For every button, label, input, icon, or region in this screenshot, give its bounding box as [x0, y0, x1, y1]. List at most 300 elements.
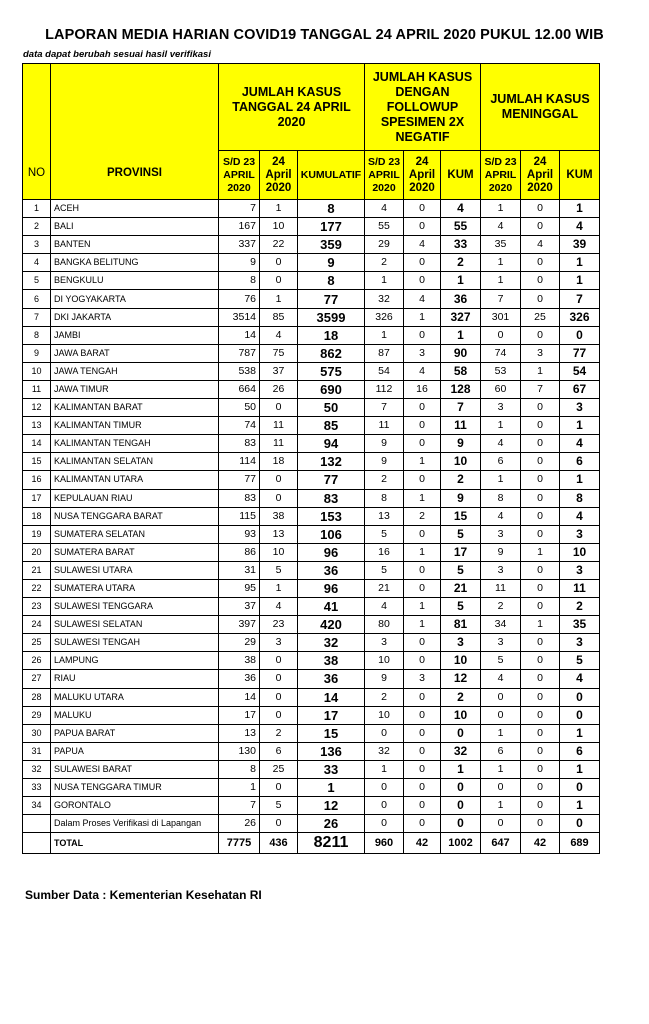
- cell-sd23-meninggal: 1: [481, 760, 521, 778]
- data-source: Sumber Data : Kementerian Kesehatan RI: [25, 888, 262, 902]
- cell-sd23-negatif: 32: [365, 290, 404, 308]
- cell-provinsi: NUSA TENGGARA TIMUR: [51, 779, 219, 797]
- cell-no: 28: [23, 688, 51, 706]
- cell-24apr-kasus: 0: [260, 254, 298, 272]
- table-row: [23, 815, 600, 833]
- cell-24apr-negatif: 0: [404, 706, 441, 724]
- cell-sd23-kasus: 38: [219, 652, 260, 670]
- cell-kumulatif-kasus: 77: [298, 290, 365, 308]
- cell-24apr-kasus: 22: [260, 236, 298, 254]
- cell-kum-negatif: 1: [441, 326, 481, 344]
- cell-provinsi: KALIMANTAN BARAT: [51, 399, 219, 417]
- cell-24apr-kasus: 0: [260, 688, 298, 706]
- cell-provinsi: JAMBI: [51, 326, 219, 344]
- cell-kumulatif-kasus: 8: [298, 272, 365, 290]
- cell-kum-meninggal: 3: [560, 561, 600, 579]
- table-row: [23, 742, 600, 760]
- cell-kumulatif-kasus: 690: [298, 380, 365, 398]
- cell-sd23-kasus: 36: [219, 670, 260, 688]
- cell-24apr-negatif: 1: [404, 308, 441, 326]
- cell-sd23-negatif: 13: [365, 507, 404, 525]
- cell-kum-negatif: 10: [441, 652, 481, 670]
- cell-sd23-kasus: 26: [219, 815, 260, 833]
- cell-kum-negatif: 36: [441, 290, 481, 308]
- cell-sd23-negatif: 0: [365, 797, 404, 815]
- table-row: [23, 579, 600, 597]
- cell-24apr-meninggal: 0: [521, 525, 560, 543]
- cell-sd23-negatif: 87: [365, 344, 404, 362]
- cell-24apr-kasus: 4: [260, 598, 298, 616]
- cell-kumulatif-kasus: 12: [298, 797, 365, 815]
- cell-no: [23, 815, 51, 833]
- cell-kumulatif-kasus: 36: [298, 670, 365, 688]
- cell-kum-negatif: 12: [441, 670, 481, 688]
- cell-24apr-negatif: 3: [404, 344, 441, 362]
- cell-sd23-kasus: 7: [219, 200, 260, 218]
- cell-24apr-kasus: 37: [260, 362, 298, 380]
- cell-sd23-kasus: 1: [219, 779, 260, 797]
- cell-24apr-negatif: 0: [404, 218, 441, 236]
- total-label: TOTAL: [51, 833, 219, 854]
- cell-provinsi: SUMATERA UTARA: [51, 579, 219, 597]
- cell-kumulatif-kasus: 77: [298, 471, 365, 489]
- cell-no: 31: [23, 742, 51, 760]
- table-row: [23, 453, 600, 471]
- cell-kum-meninggal: 1: [560, 797, 600, 815]
- cell-24apr-meninggal: 25: [521, 308, 560, 326]
- cell-kum-meninggal: 0: [560, 779, 600, 797]
- table-row: [23, 652, 600, 670]
- cell-24apr-kasus: 25: [260, 760, 298, 778]
- cell-kum-meninggal: 326: [560, 308, 600, 326]
- cell-sd23-negatif: 2: [365, 471, 404, 489]
- cell-sd23-kasus: 8: [219, 272, 260, 290]
- cell-kum-negatif: 9: [441, 489, 481, 507]
- cell-kumulatif-kasus: 38: [298, 652, 365, 670]
- cell-24apr-negatif: 4: [404, 236, 441, 254]
- cell-sd23-negatif: 326: [365, 308, 404, 326]
- cell-24apr-negatif: 0: [404, 326, 441, 344]
- cell-kum-negatif: 7: [441, 399, 481, 417]
- cell-sd23-kasus: 29: [219, 634, 260, 652]
- cell-provinsi: KALIMANTAN TIMUR: [51, 417, 219, 435]
- cell-24apr-negatif: 0: [404, 652, 441, 670]
- cell-24apr-meninggal: 0: [521, 688, 560, 706]
- cell-sd23-negatif: 2: [365, 254, 404, 272]
- cell-24apr-meninggal: 4: [521, 236, 560, 254]
- cell-kumulatif-kasus: 50: [298, 399, 365, 417]
- cell-24apr-meninggal: 0: [521, 652, 560, 670]
- cell-24apr-meninggal: 1: [521, 362, 560, 380]
- cell-sd23-meninggal: 1: [481, 471, 521, 489]
- cell-kumulatif-kasus: 575: [298, 362, 365, 380]
- table-row: [23, 200, 600, 218]
- cell-kum-meninggal: 54: [560, 362, 600, 380]
- header-sd23: S/D 23 APRIL 2020: [219, 151, 260, 200]
- cell-provinsi: JAWA TENGAH: [51, 362, 219, 380]
- total-cell-sd23-negatif: 960: [365, 833, 404, 854]
- table-row: [23, 616, 600, 634]
- cell-24apr-negatif: 0: [404, 561, 441, 579]
- cell-kum-negatif: 33: [441, 236, 481, 254]
- cell-sd23-negatif: 2: [365, 688, 404, 706]
- cell-provinsi: GORONTALO: [51, 797, 219, 815]
- cell-24apr-kasus: 0: [260, 706, 298, 724]
- cell-sd23-kasus: 8: [219, 760, 260, 778]
- cell-24apr-kasus: 0: [260, 272, 298, 290]
- cell-kumulatif-kasus: 15: [298, 724, 365, 742]
- cell-24apr-meninggal: 0: [521, 706, 560, 724]
- cell-sd23-negatif: 32: [365, 742, 404, 760]
- cell-no: 24: [23, 616, 51, 634]
- cell-kum-meninggal: 0: [560, 706, 600, 724]
- cell-sd23-meninggal: 0: [481, 688, 521, 706]
- cell-no: 34: [23, 797, 51, 815]
- cell-sd23-kasus: 93: [219, 525, 260, 543]
- cell-kum-meninggal: 67: [560, 380, 600, 398]
- cell-provinsi: BANGKA BELITUNG: [51, 254, 219, 272]
- cell-24apr-meninggal: 1: [521, 616, 560, 634]
- cell-kumulatif-kasus: 8: [298, 200, 365, 218]
- cell-provinsi: BALI: [51, 218, 219, 236]
- cell-sd23-kasus: 114: [219, 453, 260, 471]
- table-row: [23, 688, 600, 706]
- cell-kumulatif-kasus: 83: [298, 489, 365, 507]
- cell-24apr-kasus: 4: [260, 326, 298, 344]
- table-row: [23, 435, 600, 453]
- cell-24apr-kasus: 18: [260, 453, 298, 471]
- cell-kumulatif-kasus: 26: [298, 815, 365, 833]
- cell-sd23-negatif: 11: [365, 417, 404, 435]
- total-cell-no: [23, 833, 51, 854]
- cell-24apr-negatif: 4: [404, 290, 441, 308]
- cell-kumulatif-kasus: 96: [298, 579, 365, 597]
- cell-sd23-negatif: 10: [365, 706, 404, 724]
- cell-no: 2: [23, 218, 51, 236]
- cell-kum-meninggal: 35: [560, 616, 600, 634]
- table-row: [23, 561, 600, 579]
- cell-kum-meninggal: 5: [560, 652, 600, 670]
- cell-sd23-meninggal: 3: [481, 634, 521, 652]
- cell-no: 32: [23, 760, 51, 778]
- cell-24apr-negatif: 0: [404, 634, 441, 652]
- cell-24apr-kasus: 0: [260, 489, 298, 507]
- cell-sd23-kasus: 538: [219, 362, 260, 380]
- cell-24apr-meninggal: 0: [521, 453, 560, 471]
- cell-24apr-kasus: 2: [260, 724, 298, 742]
- cell-sd23-kasus: 77: [219, 471, 260, 489]
- header-24apr: 24 April 2020: [260, 151, 298, 200]
- table-row: [23, 326, 600, 344]
- cell-sd23-negatif: 9: [365, 435, 404, 453]
- cell-sd23-kasus: 50: [219, 399, 260, 417]
- cell-sd23-meninggal: 60: [481, 380, 521, 398]
- cell-kum-meninggal: 1: [560, 200, 600, 218]
- cell-kum-meninggal: 11: [560, 579, 600, 597]
- table-row: [23, 254, 600, 272]
- cell-sd23-meninggal: 3: [481, 561, 521, 579]
- cell-provinsi: SULAWESI UTARA: [51, 561, 219, 579]
- cell-provinsi: PAPUA BARAT: [51, 724, 219, 742]
- cell-sd23-negatif: 54: [365, 362, 404, 380]
- cell-24apr-meninggal: 0: [521, 724, 560, 742]
- total-cell-kum-meninggal: 689: [560, 833, 600, 854]
- cell-kum-meninggal: 1: [560, 254, 600, 272]
- cell-kum-negatif: 58: [441, 362, 481, 380]
- cell-sd23-meninggal: 1: [481, 797, 521, 815]
- cell-sd23-kasus: 337: [219, 236, 260, 254]
- cell-provinsi: SULAWESI SELATAN: [51, 616, 219, 634]
- cell-sd23-kasus: 95: [219, 579, 260, 597]
- cell-24apr-negatif: 0: [404, 254, 441, 272]
- cell-provinsi: ACEH: [51, 200, 219, 218]
- cell-24apr-negatif: 16: [404, 380, 441, 398]
- cell-kum-negatif: 2: [441, 471, 481, 489]
- table-row: [23, 543, 600, 561]
- cell-sd23-negatif: 4: [365, 200, 404, 218]
- cell-sd23-kasus: 31: [219, 561, 260, 579]
- cell-24apr-meninggal: 0: [521, 254, 560, 272]
- cell-kum-meninggal: 1: [560, 471, 600, 489]
- cell-sd23-meninggal: 9: [481, 543, 521, 561]
- cell-no: 11: [23, 380, 51, 398]
- cell-24apr-negatif: 1: [404, 543, 441, 561]
- cell-sd23-meninggal: 3: [481, 525, 521, 543]
- verification-note: data dapat berubah sesuai hasil verifikasi: [23, 49, 211, 60]
- cell-24apr-kasus: 3: [260, 634, 298, 652]
- table-row: [23, 417, 600, 435]
- header-kum: KUM: [560, 151, 600, 200]
- cell-kum-meninggal: 4: [560, 507, 600, 525]
- table-row: [23, 308, 600, 326]
- cell-kum-meninggal: 7: [560, 290, 600, 308]
- cell-24apr-negatif: 2: [404, 507, 441, 525]
- cell-no: 16: [23, 471, 51, 489]
- cell-sd23-meninggal: 11: [481, 579, 521, 597]
- cell-kum-meninggal: 1: [560, 760, 600, 778]
- cell-kum-negatif: 10: [441, 453, 481, 471]
- cell-kum-meninggal: 8: [560, 489, 600, 507]
- cell-24apr-meninggal: 0: [521, 417, 560, 435]
- cell-24apr-negatif: 1: [404, 616, 441, 634]
- cell-24apr-meninggal: 0: [521, 815, 560, 833]
- cell-kum-meninggal: 6: [560, 742, 600, 760]
- cell-sd23-negatif: 21: [365, 579, 404, 597]
- cell-no: 7: [23, 308, 51, 326]
- cell-sd23-kasus: 17: [219, 706, 260, 724]
- cell-24apr-negatif: 1: [404, 598, 441, 616]
- total-cell-kumulatif-kasus: 8211: [298, 833, 365, 854]
- cell-kum-negatif: 0: [441, 724, 481, 742]
- cell-sd23-meninggal: 6: [481, 453, 521, 471]
- cell-24apr-meninggal: 0: [521, 272, 560, 290]
- cell-kumulatif-kasus: 96: [298, 543, 365, 561]
- cell-sd23-negatif: 4: [365, 598, 404, 616]
- cell-no: 20: [23, 543, 51, 561]
- cell-24apr-kasus: 5: [260, 561, 298, 579]
- total-cell-kum-negatif: 1002: [441, 833, 481, 854]
- cell-sd23-kasus: 664: [219, 380, 260, 398]
- total-row: [23, 833, 600, 854]
- cell-sd23-kasus: 787: [219, 344, 260, 362]
- cell-sd23-negatif: 8: [365, 489, 404, 507]
- report-title: LAPORAN MEDIA HARIAN COVID19 TANGGAL 24 APRIL 2020 PUKUL 12.00 WIB: [45, 27, 604, 43]
- cell-sd23-kasus: 74: [219, 417, 260, 435]
- header-24apr: 24 April 2020: [521, 151, 560, 200]
- cell-no: 4: [23, 254, 51, 272]
- cell-no: 33: [23, 779, 51, 797]
- cell-sd23-negatif: 3: [365, 634, 404, 652]
- cell-sd23-meninggal: 0: [481, 326, 521, 344]
- cell-sd23-kasus: 167: [219, 218, 260, 236]
- cell-24apr-kasus: 1: [260, 579, 298, 597]
- cell-kum-meninggal: 0: [560, 815, 600, 833]
- cell-sd23-kasus: 3514: [219, 308, 260, 326]
- cell-no: 21: [23, 561, 51, 579]
- cell-provinsi: LAMPUNG: [51, 652, 219, 670]
- cell-sd23-meninggal: 0: [481, 815, 521, 833]
- cell-24apr-kasus: 0: [260, 815, 298, 833]
- cell-24apr-kasus: 5: [260, 797, 298, 815]
- total-cell-sd23-meninggal: 647: [481, 833, 521, 854]
- cell-24apr-meninggal: 0: [521, 326, 560, 344]
- cell-kumulatif-kasus: 9: [298, 254, 365, 272]
- header-24apr: 24 April 2020: [404, 151, 441, 200]
- table-row: [23, 706, 600, 724]
- cell-kum-meninggal: 1: [560, 724, 600, 742]
- cell-kumulatif-kasus: 36: [298, 561, 365, 579]
- cell-24apr-meninggal: 0: [521, 561, 560, 579]
- cell-no: 19: [23, 525, 51, 543]
- cell-no: 10: [23, 362, 51, 380]
- cell-24apr-kasus: 0: [260, 652, 298, 670]
- cell-kumulatif-kasus: 17: [298, 706, 365, 724]
- cell-sd23-meninggal: 4: [481, 435, 521, 453]
- cell-24apr-meninggal: 3: [521, 344, 560, 362]
- cell-kum-meninggal: 3: [560, 634, 600, 652]
- table-row: [23, 471, 600, 489]
- cell-provinsi: DI YOGYAKARTA: [51, 290, 219, 308]
- cell-kum-negatif: 11: [441, 417, 481, 435]
- cell-sd23-kasus: 115: [219, 507, 260, 525]
- total-cell-sd23-kasus: 7775: [219, 833, 260, 854]
- cell-provinsi: KALIMANTAN UTARA: [51, 471, 219, 489]
- cell-sd23-meninggal: 1: [481, 254, 521, 272]
- cell-no: 30: [23, 724, 51, 742]
- cell-24apr-kasus: 0: [260, 471, 298, 489]
- cell-kumulatif-kasus: 420: [298, 616, 365, 634]
- table-body: [23, 200, 600, 854]
- cell-kumulatif-kasus: 3599: [298, 308, 365, 326]
- cell-provinsi: JAWA BARAT: [51, 344, 219, 362]
- cell-sd23-negatif: 0: [365, 724, 404, 742]
- cell-24apr-negatif: 1: [404, 453, 441, 471]
- cell-sd23-negatif: 1: [365, 760, 404, 778]
- cell-provinsi: RIAU: [51, 670, 219, 688]
- cell-kumulatif-kasus: 32: [298, 634, 365, 652]
- cell-24apr-negatif: 0: [404, 779, 441, 797]
- header-no: NO: [23, 64, 51, 200]
- cell-24apr-meninggal: 0: [521, 507, 560, 525]
- cell-no: 25: [23, 634, 51, 652]
- header-provinsi: PROVINSI: [51, 64, 219, 200]
- cell-24apr-meninggal: 0: [521, 435, 560, 453]
- cell-sd23-kasus: 397: [219, 616, 260, 634]
- cell-kum-negatif: 0: [441, 797, 481, 815]
- cell-24apr-meninggal: 0: [521, 670, 560, 688]
- cell-provinsi: BENGKULU: [51, 272, 219, 290]
- cell-sd23-negatif: 80: [365, 616, 404, 634]
- cell-24apr-kasus: 26: [260, 380, 298, 398]
- cell-kumulatif-kasus: 359: [298, 236, 365, 254]
- cell-kum-negatif: 15: [441, 507, 481, 525]
- table-row: [23, 380, 600, 398]
- header-kumulatif: KUMULATIF: [298, 151, 365, 200]
- cell-kum-negatif: 32: [441, 742, 481, 760]
- cell-provinsi: SUMATERA SELATAN: [51, 525, 219, 543]
- table-row: [23, 399, 600, 417]
- cell-kum-meninggal: 2: [560, 598, 600, 616]
- cell-kum-meninggal: 0: [560, 326, 600, 344]
- cell-sd23-meninggal: 7: [481, 290, 521, 308]
- cell-no: 22: [23, 579, 51, 597]
- table-row: [23, 525, 600, 543]
- cell-kum-meninggal: 4: [560, 218, 600, 236]
- cell-sd23-kasus: 7: [219, 797, 260, 815]
- cell-sd23-meninggal: 35: [481, 236, 521, 254]
- cell-24apr-kasus: 10: [260, 543, 298, 561]
- cell-24apr-kasus: 11: [260, 435, 298, 453]
- cell-kum-meninggal: 1: [560, 272, 600, 290]
- cell-kum-meninggal: 0: [560, 688, 600, 706]
- cell-no: 3: [23, 236, 51, 254]
- cell-no: 15: [23, 453, 51, 471]
- cell-sd23-meninggal: 4: [481, 507, 521, 525]
- cell-kumulatif-kasus: 41: [298, 598, 365, 616]
- cell-no: 1: [23, 200, 51, 218]
- cell-24apr-negatif: 0: [404, 200, 441, 218]
- cell-kumulatif-kasus: 177: [298, 218, 365, 236]
- cell-kum-negatif: 2: [441, 254, 481, 272]
- cell-kum-negatif: 327: [441, 308, 481, 326]
- cell-sd23-negatif: 1: [365, 326, 404, 344]
- table-row: [23, 236, 600, 254]
- table-row: [23, 507, 600, 525]
- cell-sd23-negatif: 1: [365, 272, 404, 290]
- table-row: [23, 598, 600, 616]
- cell-no: 6: [23, 290, 51, 308]
- cell-24apr-meninggal: 0: [521, 797, 560, 815]
- cell-24apr-kasus: 1: [260, 290, 298, 308]
- cell-kumulatif-kasus: 33: [298, 760, 365, 778]
- cell-kum-negatif: 81: [441, 616, 481, 634]
- cell-no: 8: [23, 326, 51, 344]
- cell-24apr-negatif: 0: [404, 579, 441, 597]
- cell-sd23-negatif: 0: [365, 779, 404, 797]
- cell-24apr-negatif: 0: [404, 724, 441, 742]
- cell-kum-negatif: 21: [441, 579, 481, 597]
- header-meninggal: JUMLAH KASUS MENINGGAL: [481, 64, 600, 151]
- cell-24apr-meninggal: 0: [521, 579, 560, 597]
- cell-kum-negatif: 0: [441, 779, 481, 797]
- cell-kum-negatif: 17: [441, 543, 481, 561]
- cell-no: 17: [23, 489, 51, 507]
- cell-provinsi: SULAWESI BARAT: [51, 760, 219, 778]
- cell-sd23-kasus: 9: [219, 254, 260, 272]
- cell-no: 9: [23, 344, 51, 362]
- cell-sd23-negatif: 0: [365, 815, 404, 833]
- cell-sd23-meninggal: 34: [481, 616, 521, 634]
